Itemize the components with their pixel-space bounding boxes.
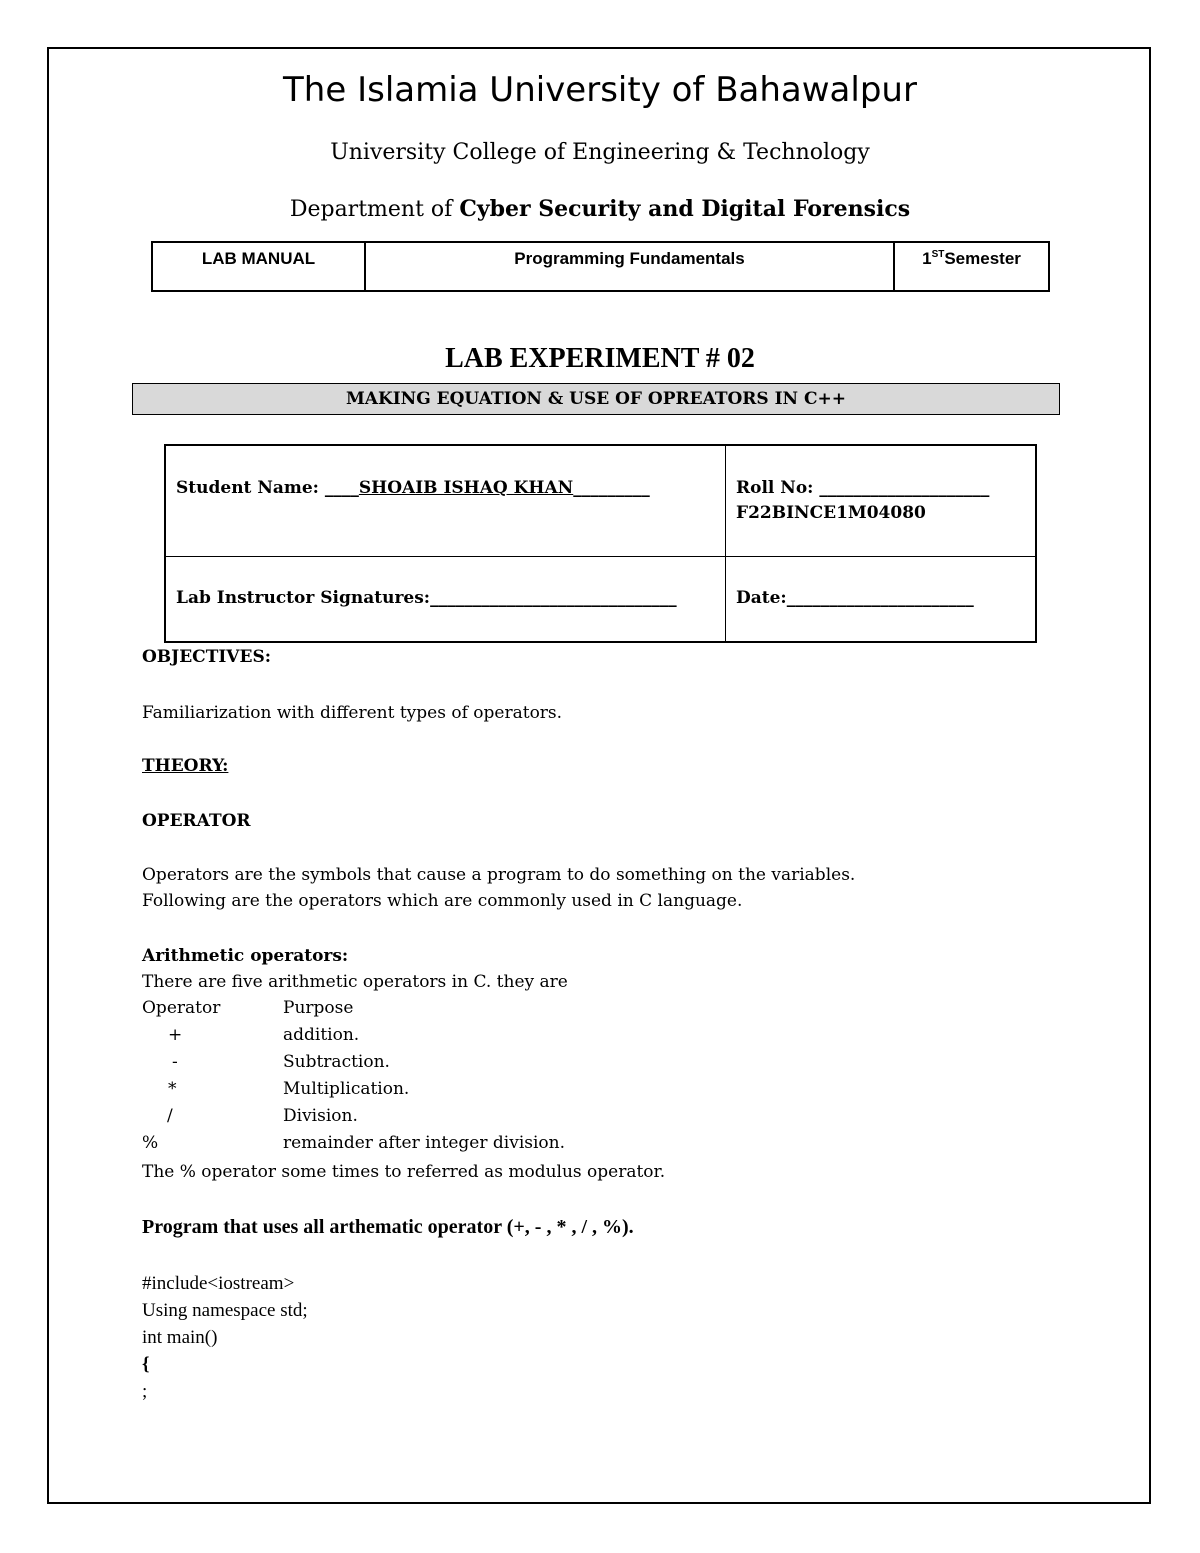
code-line: ;	[142, 1381, 148, 1402]
theory-heading: THEORY:	[142, 756, 229, 776]
code-line: {	[142, 1354, 150, 1375]
student-name-pre: ____	[324, 478, 359, 498]
operator-paragraph-1: Operators are the symbols that cause a program to do something on the variables.	[142, 865, 856, 885]
operator-heading: OPERATOR	[142, 811, 251, 831]
code-line: int main()	[142, 1327, 218, 1348]
experiment-subject-bar: MAKING EQUATION & USE OF OPREATORS IN C++	[132, 383, 1060, 415]
table-divider-horizontal	[166, 556, 1035, 557]
code-line: Using namespace std;	[142, 1300, 308, 1321]
department-name	[0, 196, 1200, 222]
semester-word: Semester	[944, 249, 1021, 268]
objectives-heading: OBJECTIVES:	[142, 647, 272, 667]
date-cell	[736, 586, 974, 611]
code-line: #include<iostream>	[142, 1273, 295, 1294]
purpose-column-header: Purpose	[283, 998, 354, 1018]
department-prefix: Department of	[289, 197, 460, 222]
code-block	[142, 1270, 308, 1405]
operator-purpose: Subtraction.	[283, 1052, 390, 1072]
program-heading: Program that uses all arthematic operator (+, - , * , / , %).	[142, 1216, 634, 1238]
objectives-text: Familiarization with different types of operators.	[142, 703, 563, 723]
operator-symbol: *	[168, 1079, 177, 1099]
experiment-title: LAB EXPERIMENT # 02	[445, 343, 755, 374]
semester-suffix: ST	[931, 249, 945, 260]
operator-purpose: Multiplication.	[283, 1079, 410, 1099]
operator-purpose: Division.	[283, 1106, 358, 1126]
roll-no-value: F22BINCE1M04080	[736, 503, 926, 523]
instructor-blank: _____________________________	[430, 588, 677, 608]
roll-no-blank: ____________________	[819, 478, 990, 498]
instructor-label: Lab Instructor Signatures:	[176, 588, 431, 608]
student-name-label: Student Name:	[176, 478, 325, 498]
student-name-post: _________	[573, 478, 650, 498]
arithmetic-intro: There are five arithmetic operators in C. they are	[142, 972, 568, 992]
student-name-value: SHOAIB ISHAQ KHAN	[358, 478, 574, 498]
modulus-note: The % operator some times to referred as modulus operator.	[142, 1162, 666, 1182]
operator-symbol: -	[172, 1052, 178, 1072]
operator-purpose: remainder after integer division.	[283, 1133, 566, 1153]
roll-no-label: Roll No:	[736, 478, 820, 498]
operator-symbol: +	[168, 1025, 183, 1045]
student-name-cell	[176, 476, 650, 501]
semester-number: 1	[922, 249, 932, 268]
operator-symbol: /	[167, 1106, 173, 1126]
arithmetic-heading: Arithmetic operators:	[142, 946, 349, 966]
date-label: Date:	[736, 588, 787, 608]
student-info-table	[164, 444, 1037, 643]
date-blank: ______________________	[786, 588, 974, 608]
department-title: Cyber Security and Digital Forensics	[459, 196, 911, 222]
operator-column-header: Operator	[142, 998, 221, 1018]
roll-no-cell	[736, 476, 989, 526]
table-divider-vertical	[725, 446, 726, 641]
course-cell: Programming Fundamentals	[366, 243, 895, 290]
operator-paragraph-2: Following are the operators which are commonly used in C language.	[142, 891, 743, 911]
operator-symbol: %	[142, 1133, 159, 1153]
lab-manual-cell: LAB MANUAL	[153, 243, 366, 290]
semester-cell	[895, 243, 1048, 290]
operator-purpose: addition.	[283, 1025, 360, 1045]
instructor-signature-cell	[176, 586, 677, 611]
university-title: The Islamia University of Bahawalpur	[283, 70, 917, 110]
manual-table	[151, 241, 1050, 292]
college-name: University College of Engineering & Technology	[330, 140, 870, 165]
